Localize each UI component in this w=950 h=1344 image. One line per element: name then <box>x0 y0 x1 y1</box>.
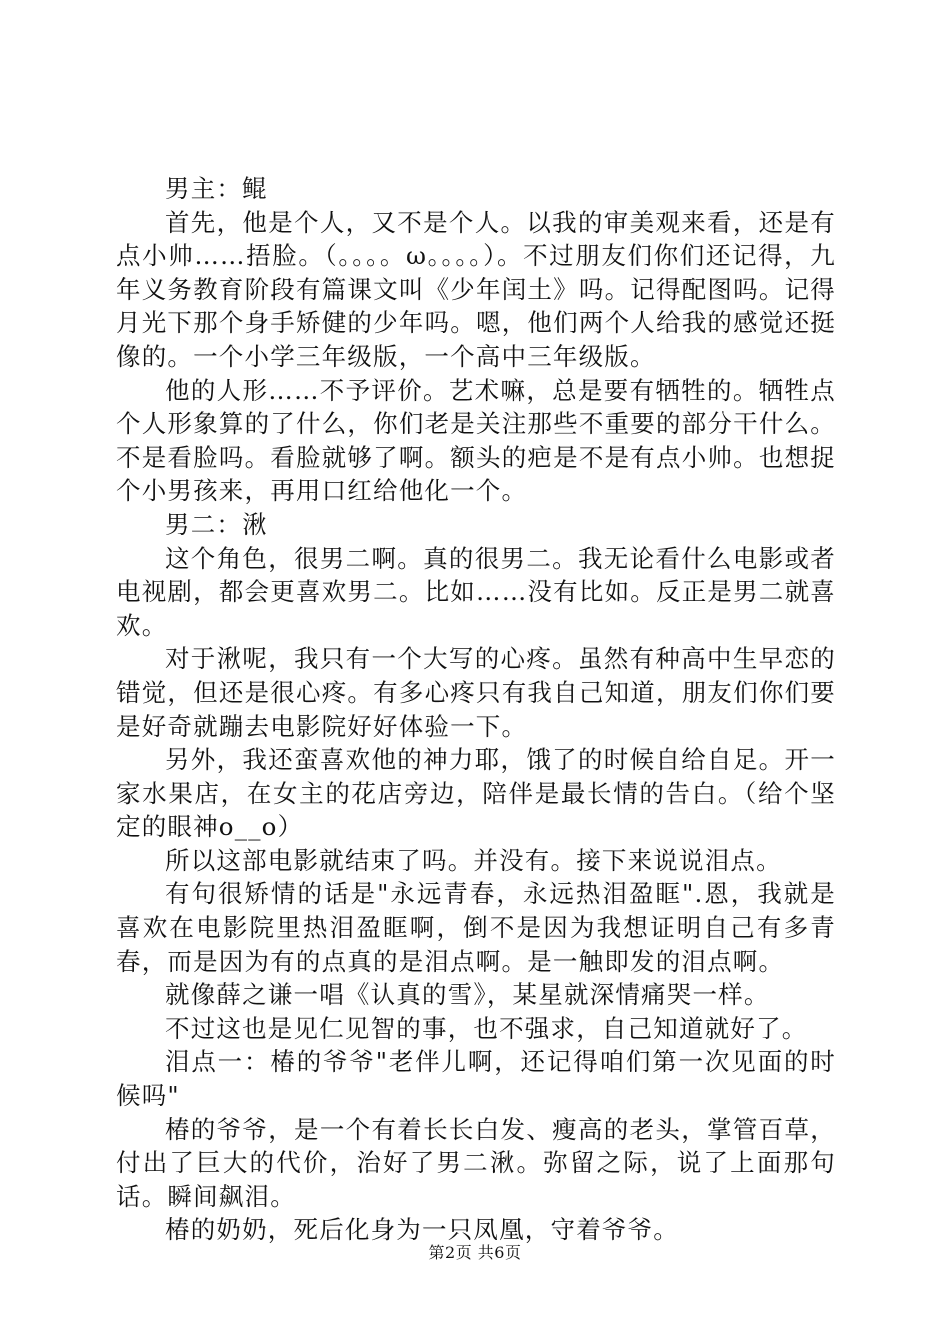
page-footer <box>0 1242 950 1264</box>
paragraph: 不过这也是见仁见智的事，也不强求，自己知道就好了。 <box>165 1013 808 1043</box>
paragraph: 有句很矫情的话是"永远青春，永远热泪盈眶".恩，我就是喜欢在电影院里热泪盈眶啊，倒不是因为我想证明自己有多青春，而是因为有的点真的是泪点啊。是一触即发的泪点啊。 <box>116 879 836 976</box>
body-text <box>116 172 836 1247</box>
paragraph: 椿的爷爷，是一个有着长长白发、瘦高的老头，掌管百草，付出了巨大的代价，治好了男二湫。弥留之际，说了上面那句话。瞬间飙泪。 <box>116 1114 836 1211</box>
section-heading-male-lead: 男主：鲲 <box>165 174 268 203</box>
paragraph: 就像薛之谦一唱《认真的雪》，某星就深情痛哭一样。 <box>165 980 770 1010</box>
paragraph: 他的人形……不予评价。艺术嘛，总是要有牺牲的。牺牲点个人形象算的了什么，你们老是关注那些不重要的部分干什么。不是看脸吗。看脸就够了啊。额头的疤是不是有点小帅。也想捉个小男孩来，再用口红给他化一个。 <box>116 375 836 506</box>
paragraph: 椿的奶奶，死后化身为一只凤凰，守着爷爷。 <box>165 1215 679 1245</box>
page-number-label: 第2页 共6页 <box>428 1243 522 1262</box>
paragraph: 所以这部电影就结束了吗。并没有。接下来说说泪点。 <box>165 845 782 875</box>
paragraph: 另外，我还蛮喜欢他的神力耶，饿了的时候自给自足。开一家水果店，在女主的花店旁边，陪伴是最长情的告白。（给个坚定的眼神o__o） <box>116 745 836 842</box>
paragraph-tear-point-one: 泪点一：椿的爷爷"老伴儿啊，还记得咱们第一次见面的时候吗" <box>116 1047 836 1111</box>
paragraph: 对于湫呢，我只有一个大写的心疼。虽然有种高中生早恋的错觉，但还是很心疼。有多心疼只有我自己知道，朋友们你们要是好奇就蹦去电影院好好体验一下。 <box>116 644 836 741</box>
paragraph: 这个角色，很男二啊。真的很男二。我无论看什么电影或者电视剧，都会更喜欢男二。比如……没有比如。反正是男二就喜欢。 <box>116 543 836 640</box>
paragraph: 首先，他是个人，又不是个人。以我的审美观来看，还是有点小帅……捂脸。（。。。。ω。。。。）。不过朋友们你们还记得，九年义务教育阶段有篇课文叫《少年闰土》吗。记得配图吗。记得月光下那个身手矫健的少年吗。嗯，他们两个人给我的感觉还挺像的。一个小学三年级版，一个高中三年级版。 <box>116 207 836 371</box>
section-heading-second-male: 男二：湫 <box>165 509 268 539</box>
